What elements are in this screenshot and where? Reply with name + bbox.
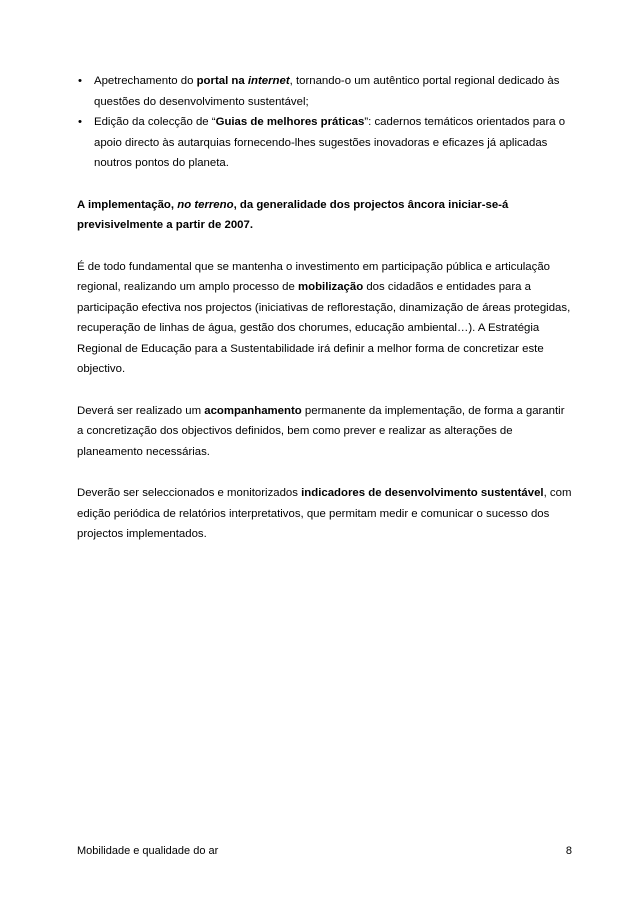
- bullet-text: Edição da colecção de “Guias de melhores práticas”: cadernos temáticos orientados para o apoio directo às autarquias fornecendo-lhes sugestões inovadoras e eficazes já aplicadas noutros pontos do planeta.: [94, 116, 566, 169]
- bullet-icon: •: [78, 75, 82, 87]
- bold-text: Guias de melhores práticas: [215, 116, 365, 128]
- implementation-paragraph: A implementação, no terreno, da generalidade dos projectos âncora iniciar-se-á previsivelmente a partir de 2007.: [77, 198, 509, 231]
- bold-text: portal na: [196, 75, 248, 87]
- list-item: [77, 71, 572, 112]
- list-item: [77, 112, 572, 174]
- bullet-icon: •: [78, 116, 82, 128]
- page-body: [77, 71, 572, 545]
- bullet-list: [77, 71, 572, 174]
- bullet-text: Apetrechamento do portal na internet, tornando-o um autêntico portal regional dedicado às questões do desenvolvimento sustentável;: [94, 75, 560, 108]
- indicators-paragraph: Deverão ser seleccionados e monitorizados indicadores de desenvolvimento sustentável, com edição periódica de relatórios interpretativos, que permitam medir e comunicar o sucesso dos projectos implementados.: [77, 487, 572, 540]
- footer-title: Mobilidade e qualidade do ar: [77, 845, 219, 857]
- participation-paragraph: É de todo fundamental que se mantenha o investimento em participação pública e articulação regional, realizando um amplo processo de mobilização dos cidadãos e entidades para a participação efectiva nos projectos (iniciativas de reflorestação, dinamização de áreas protegidas, recuperação de linhas de água, gestão dos chorumes, educação ambiental…). A Estratégia Regional de Educação para a Sustentabilidade irá definir a melhor forma de concretizar este objectivo.: [77, 260, 571, 375]
- monitoring-paragraph: Deverá ser realizado um acompanhamento permanente da implementação, de forma a garantir a concretização dos objectivos definidos, bem como prever e realizar as alterações de planeamento necessárias.: [77, 404, 565, 458]
- page-footer: [77, 844, 572, 858]
- page-number: 8: [565, 845, 572, 857]
- bold-italic-text: internet: [247, 75, 290, 87]
